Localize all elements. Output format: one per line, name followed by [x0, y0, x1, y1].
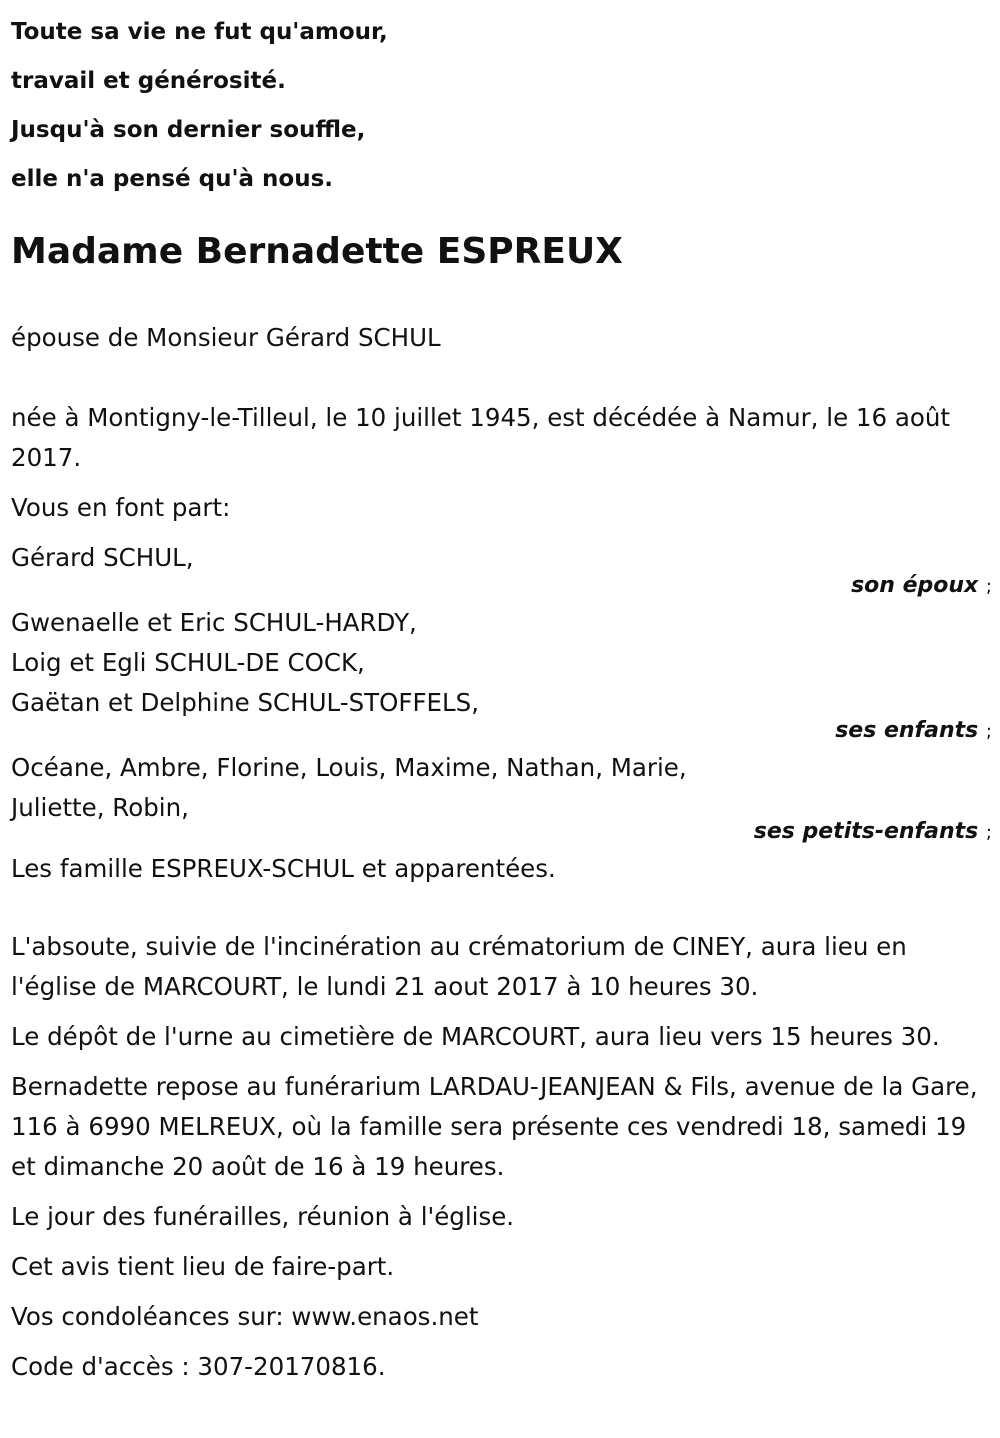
family-name-line: Gwenaelle et Eric SCHUL-HARDY,	[11, 608, 417, 637]
epigraph-line: Jusqu'à son dernier souffle,	[11, 117, 366, 143]
relation-text: son époux	[851, 573, 979, 598]
epigraph-line: travail et générosité.	[11, 68, 286, 94]
ceremony-paragraph: Bernadette repose au funérarium LARDAU-JEANJEAN & Fils, avenue de la Gare, 116 à 6990 MELREUX, où la famille sera présente ces vendredi 18, samedi 19 et dimanche 20 août de 16 à 19 heures.	[11, 1072, 978, 1181]
relation-text: ses petits-enfants	[753, 819, 979, 844]
ceremony-paragraph: Le jour des funérailles, réunion à l'église.	[11, 1202, 515, 1231]
family-name-line: Gérard SCHUL,	[11, 543, 194, 572]
epigraph	[11, 0, 990, 204]
ceremony-details	[11, 927, 990, 1387]
relation-separator: ;	[985, 822, 992, 843]
deceased-name: Madame Bernadette ESPREUX	[11, 231, 623, 272]
relation-separator: ;	[985, 721, 992, 742]
epigraph-line: Toute sa vie ne fut qu'amour,	[11, 19, 388, 45]
family-others-line: Les famille ESPREUX-SCHUL et apparentées.	[11, 854, 556, 883]
birth-death-line: née à Montigny-le-Tilleul, le 10 juillet 1945, est décédée à Namur, le 16 août 2017.	[11, 403, 951, 472]
family-name-line: Océane, Ambre, Florine, Louis, Maxime, Nathan, Marie, Juliette, Robin,	[11, 753, 687, 822]
family-grandchildren-group	[11, 748, 990, 849]
relation-text: ses enfants	[835, 718, 979, 743]
family-children-group	[11, 603, 990, 748]
ceremony-paragraph: Le dépôt de l'urne au cimetière de MARCOURT, aura lieu vers 15 heures 30.	[11, 1022, 940, 1051]
ceremony-paragraph: Cet avis tient lieu de faire-part.	[11, 1252, 395, 1281]
family-name-line: Loig et Egli SCHUL-DE COCK,	[11, 648, 365, 677]
family-spouse-group	[11, 538, 990, 603]
family-name-line: Gaëtan et Delphine SCHUL-STOFFELS,	[11, 688, 480, 717]
relation-separator: ;	[985, 576, 992, 597]
epigraph-line: elle n'a pensé qu'à nous.	[11, 166, 334, 192]
condolences-line: Vos condoléances sur: www.enaos.net	[11, 1302, 479, 1331]
access-code-line: Code d'accès : 307-20170816.	[11, 1352, 386, 1381]
announcement-intro: Vous en font part:	[11, 493, 231, 522]
spouse-line: épouse de Monsieur Gérard SCHUL	[11, 323, 441, 352]
ceremony-paragraph: L'absoute, suivie de l'incinération au crématorium de CINEY, aura lieu en l'église de MARCOURT, le lundi 21 aout 2017 à 10 heures 30.	[11, 932, 907, 1001]
